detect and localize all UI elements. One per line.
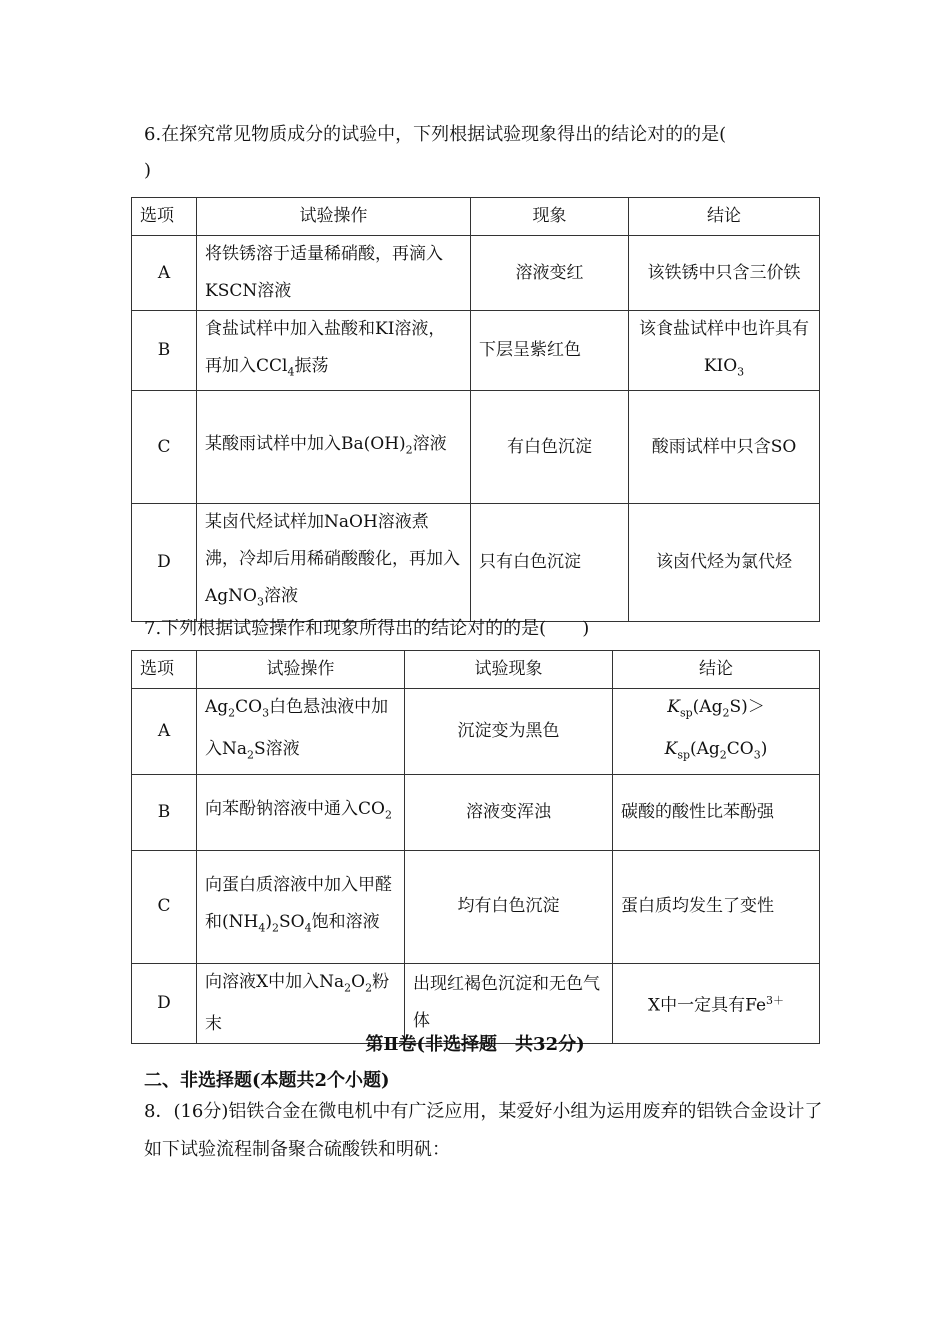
- q8-text: 8．(16分)铝铁合金在微电机中有广泛应用，某爱好小组为运用废弃的铝铁合金设计了如下试验流程制备聚合硫酸铁和明矾：: [144, 1101, 823, 1160]
- q6-b-operation: 食盐试样中加入盐酸和KI溶液，再加入CCl$_4$振荡: [197, 311, 471, 391]
- q7-a-option: A: [132, 689, 197, 775]
- q6-a-phenomenon: 溶液变红: [471, 236, 629, 311]
- q6-a-operation: 将铁锈溶于适量稀硝酸，再滴入KSCN溶液: [197, 236, 471, 311]
- q7-header-conclusion: 结论: [613, 651, 820, 689]
- q6-c-phenomenon: 有白色沉淀: [471, 391, 629, 504]
- q7-a-operation: $Ag_2CO_3$白色悬浊液中加入$Na_2S$溶液: [197, 689, 405, 775]
- q7-d-phenomenon: 出现红褐色沉淀和无色气体: [405, 963, 613, 1043]
- q7-header-phenomenon: 试验现象: [405, 651, 613, 689]
- q7-d-option: D: [132, 963, 197, 1043]
- q7-row-b: [132, 774, 820, 850]
- section-heading: 第Ⅱ卷(非选择题 共32分): [365, 1034, 585, 1055]
- q6-d-phenomenon: 只有白色沉淀: [471, 504, 629, 621]
- q7-a-phenomenon: 沉淀变为黑色: [405, 689, 613, 775]
- q7-table: [131, 650, 820, 1044]
- q6-a-option: A: [132, 236, 197, 311]
- q6-title: [144, 117, 824, 189]
- part2-heading: 二、非选择题(本题共2个小题): [144, 1070, 390, 1091]
- q6-a-conclusion: 该铁锈中只含三价铁: [629, 236, 820, 311]
- q6-c-option: C: [132, 391, 197, 504]
- q6-title-text: 6.在探究常见物质成分的试验中，下列根据试验现象得出的结论对的的是(: [144, 124, 727, 145]
- q6-b-conclusion: 该食盐试样中也许具有$KIO_3$: [629, 311, 820, 391]
- q6-title-end: ): [144, 160, 152, 181]
- q7-title: [144, 611, 824, 647]
- q6-header-row: [132, 198, 820, 236]
- q6-b-option: B: [132, 311, 197, 391]
- q7-row-c: [132, 850, 820, 963]
- q7-c-operation: 向蛋白质溶液中加入甲醛和$(NH_4)_2SO_4$饱和溶液: [197, 850, 405, 963]
- q7-a-conclusion: $K_{sp}(Ag_2S)>$ $K_{sp}(Ag_2CO_3)$: [613, 689, 820, 775]
- q6-header-operation: 试验操作: [197, 198, 471, 236]
- q7-row-a: [132, 689, 820, 775]
- q6-row-d: [132, 504, 820, 621]
- q7-d-operation: 向溶液X中加入$Na_2O_2$粉末: [197, 963, 405, 1043]
- q7-c-phenomenon: 均有白色沉淀: [405, 850, 613, 963]
- q7-header-row: [132, 651, 820, 689]
- q6-row-a: [132, 236, 820, 311]
- q6-b-phenomenon: 下层呈紫红色: [471, 311, 629, 391]
- q6-header-option: 选项: [132, 198, 197, 236]
- q6-d-conclusion: 该卤代烃为氯代烃: [629, 504, 820, 621]
- q7-d-conclusion: X中一定具有$Fe^{3+}$: [613, 963, 820, 1043]
- q6-row-c: [132, 391, 820, 504]
- q6-c-operation: 某酸雨试样中加入$Ba(OH)_2$溶液: [197, 391, 471, 504]
- q7-header-operation: 试验操作: [197, 651, 405, 689]
- q6-row-b: [132, 311, 820, 391]
- q7-b-operation: 向苯酚钠溶液中通入$CO_2$: [197, 774, 405, 850]
- q7-c-conclusion: 蛋白质均发生了变性: [613, 850, 820, 963]
- q7-b-phenomenon: 溶液变浑浊: [405, 774, 613, 850]
- q6-c-conclusion: 酸雨试样中只含SO: [629, 391, 820, 504]
- q6-d-operation: 某卤代烃试样加NaOH溶液煮沸，冷却后用稀硝酸酸化，再加入AgNO$_3$溶液: [197, 504, 471, 621]
- q6-header-phenomenon: 现象: [471, 198, 629, 236]
- q7-b-conclusion: 碳酸的酸性比苯酚强: [613, 774, 820, 850]
- q7-header-option: 选项: [132, 651, 197, 689]
- q7-b-option: B: [132, 774, 197, 850]
- q6-header-conclusion: 结论: [629, 198, 820, 236]
- q6-d-option: D: [132, 504, 197, 621]
- q6-table: [131, 197, 820, 622]
- q7-title-text: 7.下列根据试验操作和现象所得出的结论对的的是( ): [144, 618, 590, 639]
- q7-c-option: C: [132, 850, 197, 963]
